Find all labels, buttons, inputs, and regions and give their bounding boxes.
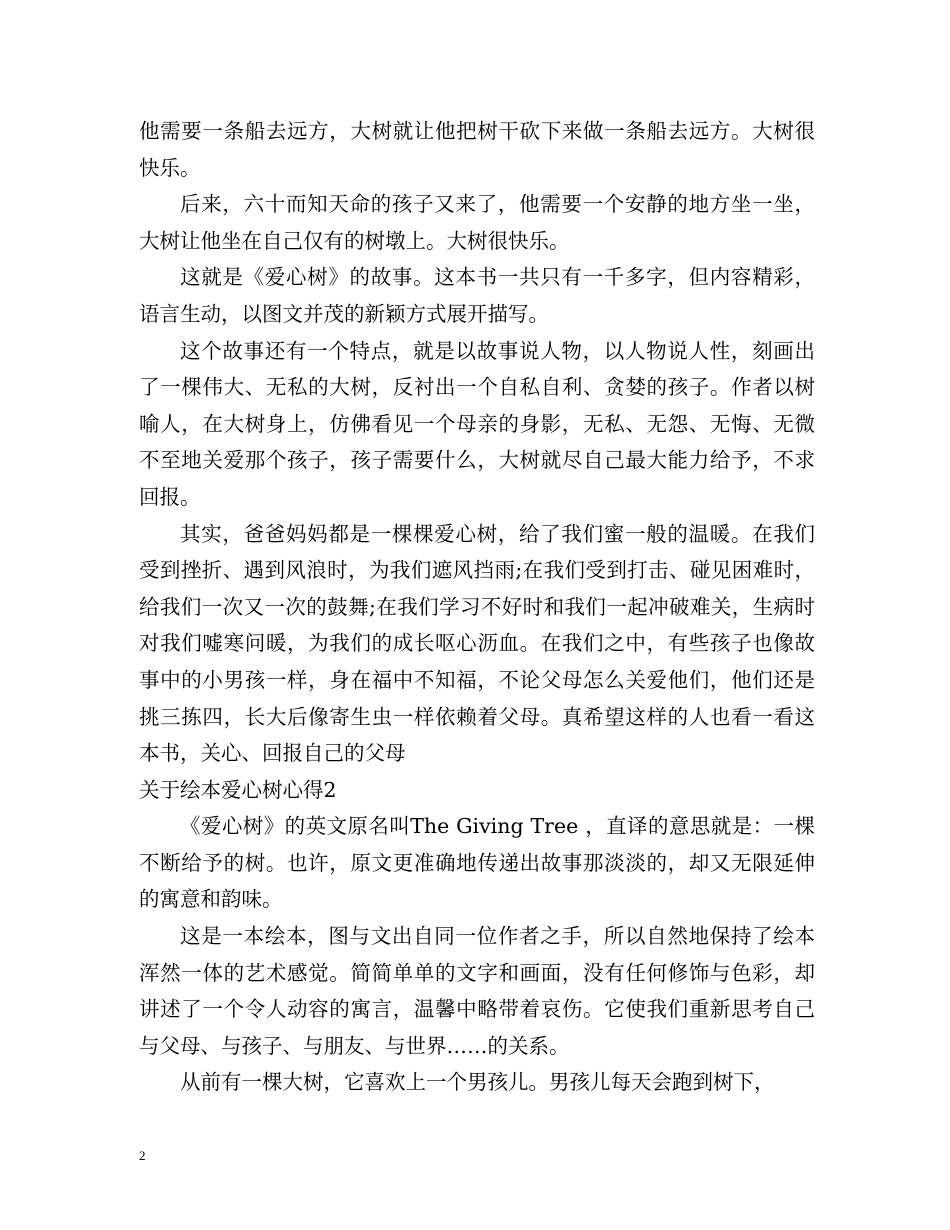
paragraph-story-summary: 这就是《爱心树》的故事。这本书一共只有一千多字，但内容精彩，语言生动，以图文并茂的新颖方式展开描写。 bbox=[139, 265, 815, 326]
page-number: 2 bbox=[139, 1148, 146, 1163]
document-body bbox=[139, 113, 815, 1101]
paragraph-english-title: 《爱心树》的英文原名叫The Giving Tree ，直译的意思就是：一棵不断给予的树。也许，原文更准确地传递出故事那淡淡的，却又无限延伸的寓意和韵味。 bbox=[139, 814, 815, 912]
paragraph-continued-boat: 他需要一条船去远方，大树就让他把树干砍下来做一条船去远方。大树很快乐。 bbox=[139, 119, 815, 180]
paragraph-once-upon: 从前有一棵大树，它喜欢上一个男孩儿。男孩儿每天会跑到树下， bbox=[180, 1070, 775, 1095]
paragraph-parents: 其实，爸爸妈妈都是一棵棵爱心树，给了我们蜜一般的温暖。在我们受到挫折、遇到风浪时，为我们遮风挡雨;在我们受到打击、碰见困难时，给我们一次又一次的鼓舞;在我们学习不好时和我们一起冲破难关，生病时对我们嘘寒问暖，为我们的成长呕心沥血。在我们之中，有些孩子也像故事中的小男孩一样，身在福中不知福，不论父母怎么关爱他们，他们还是挑三拣四，长大后像寄生虫一样依赖着父母。真希望这样的人也看一看这本书，关心、回报自己的父母 bbox=[139, 521, 815, 766]
paragraph-picture-book: 这是一本绘本，图与文出自同一位作者之手，所以自然地保持了绘本浑然一体的艺术感觉。简简单单的文字和画面，没有任何修饰与色彩，却讲述了一个令人动容的寓言，温馨中略带着哀伤。它使我们重新思考自己与父母、与孩子、与朋友、与世界……的关系。 bbox=[139, 924, 815, 1058]
paragraph-sixty-years: 后来，六十而知天命的孩子又来了，他需要一个安静的地方坐一坐，大树让他坐在自己仅有的树墩上。大树很快乐。 bbox=[139, 192, 815, 253]
paragraph-characteristic: 这个故事还有一个特点，就是以故事说人物，以人物说人性，刻画出了一棵伟大、无私的大树，反衬出一个自私自利、贪婪的孩子。作者以树喻人，在大树身上，仿佛看见一个母亲的身影，无私、无怨、无悔、无微不至地关爱那个孩子，孩子需要什么，大树就尽自己最大能力给予，不求回报。 bbox=[139, 338, 815, 509]
section-heading-2: 关于绘本爱心树心得2 bbox=[139, 777, 337, 802]
